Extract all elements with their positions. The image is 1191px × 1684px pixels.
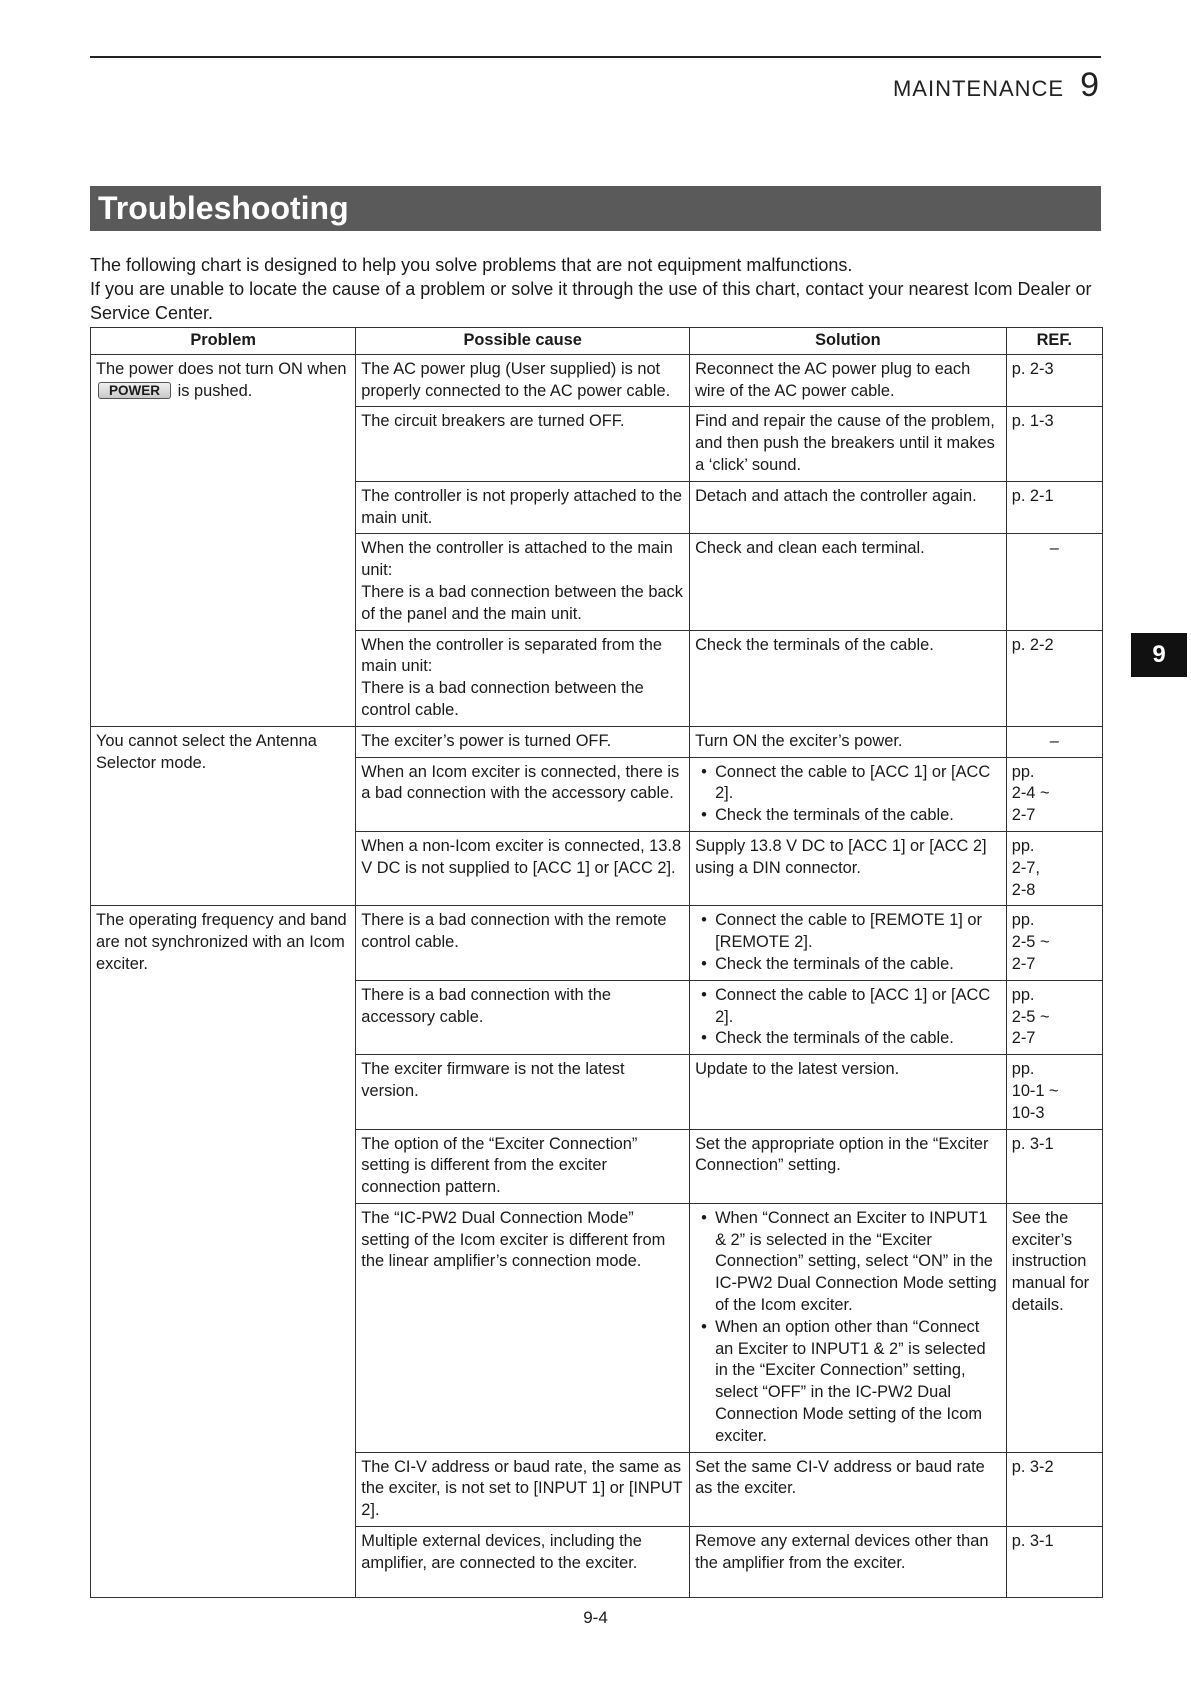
problem-text: The power does not turn ON when [96, 359, 347, 378]
table-row [91, 906, 1103, 980]
cause-cell [356, 630, 690, 726]
problem-text: is pushed. [177, 381, 253, 400]
ref-line: pp. [1011, 762, 1035, 781]
ref-cell: p. 3-1 [1006, 1527, 1102, 1598]
header-problem: Problem [91, 328, 356, 355]
intro-line-2: If you are unable to locate the cause of a problem or solve it through the use of this chart, contact your nearest Icom Dealer or Service Center. [90, 279, 1092, 323]
ref-line: pp. [1011, 985, 1035, 1004]
ref-line: 2-7 [1011, 954, 1036, 973]
solution-cell: Remove any external devices other than the amplifier from the exciter. [690, 1527, 1007, 1598]
header-solution: Solution [690, 328, 1007, 355]
ref-line: 2-4 ~ [1011, 784, 1050, 803]
ref-line: 2-8 [1011, 880, 1036, 899]
solution-cell [690, 980, 1007, 1054]
chapter-side-tab: 9 [1131, 633, 1187, 677]
solution-cell: Set the same CI-V address or baud rate as the exciter. [690, 1452, 1007, 1526]
ref-cell [1006, 1055, 1102, 1129]
solution-item: • Check the terminals of the cable. [715, 1028, 1001, 1050]
cause-cell: The CI-V address or baud rate, the same as the exciter, is not set to [INPUT 1] or [INPUT 2]. [356, 1452, 690, 1526]
table-row [91, 354, 1103, 407]
solution-cell: Update to the latest version. [690, 1055, 1007, 1129]
cause-cell: The AC power plug (User supplied) is not properly connected to the AC power cable. [356, 354, 690, 407]
cause-cell: Multiple external devices, including the amplifier, are connected to the exciter. [356, 1527, 690, 1598]
ref-cell [1006, 757, 1102, 831]
ref-cell [1006, 906, 1102, 980]
cause-line: When the controller is attached to the main unit: [361, 539, 673, 580]
solution-item: • Check the terminals of the cable. [715, 805, 1001, 827]
top-rule [90, 56, 1101, 58]
solution-item: • Connect the cable to [ACC 1] or [ACC 2]. [715, 985, 1001, 1029]
problem-cell: The operating frequency and band are not synchronized with an Icom exciter. [91, 906, 356, 1597]
cause-cell: The controller is not properly attached to the main unit. [356, 481, 690, 534]
cause-cell: The “IC-PW2 Dual Connection Mode” setting of the Icom exciter is different from the linear amplifier’s connection mode. [356, 1203, 690, 1452]
ref-line: 2-7, [1011, 858, 1040, 877]
solution-cell: Check and clean each terminal. [690, 534, 1007, 630]
page-number: 9-4 [583, 1608, 608, 1627]
solution-cell [690, 757, 1007, 831]
ref-cell: p. 2-1 [1006, 481, 1102, 534]
chapter-number: 9 [1080, 66, 1099, 104]
ref-cell [1006, 980, 1102, 1054]
solution-item: • Check the terminals of the cable. [715, 954, 1001, 976]
ref-line: 2-7 [1011, 1029, 1036, 1048]
solution-item: • Connect the cable to [REMOTE 1] or [REMOTE 2]. [715, 910, 1001, 954]
cause-cell: The option of the “Exciter Connection” setting is different from the exciter connection pattern. [356, 1129, 690, 1203]
ref-cell: p. 3-1 [1006, 1129, 1102, 1203]
cause-cell: There is a bad connection with the accessory cable. [356, 980, 690, 1054]
page-header [893, 66, 1099, 105]
ref-cell: p. 2-3 [1006, 354, 1102, 407]
ref-cell: p. 3-2 [1006, 1452, 1102, 1526]
table-row [91, 726, 1103, 757]
solution-cell: Supply 13.8 V DC to [ACC 1] or [ACC 2] using a DIN connector. [690, 831, 1007, 905]
solution-cell [690, 1203, 1007, 1452]
ref-line: 10-3 [1011, 1103, 1045, 1122]
solution-cell: Reconnect the AC power plug to each wire of the AC power cable. [690, 354, 1007, 407]
ref-cell [1006, 831, 1102, 905]
ref-line: pp. [1011, 836, 1035, 855]
header-possible-cause: Possible cause [356, 328, 690, 355]
ref-line: 10-1 ~ [1011, 1081, 1059, 1100]
solution-cell: Turn ON the exciter’s power. [690, 726, 1007, 757]
troubleshooting-table [90, 327, 1103, 1598]
ref-cell: p. 1-3 [1006, 407, 1102, 481]
ref-cell: – [1006, 534, 1102, 630]
solution-cell: Find and repair the cause of the problem, and then push the breakers until it makes a ‘click’ sound. [690, 407, 1007, 481]
page-title: Troubleshooting [98, 190, 349, 226]
cause-line: When the controller is separated from the main unit: [361, 635, 662, 676]
solution-list [695, 910, 1001, 975]
title-bar [90, 186, 1101, 231]
ref-cell: – [1006, 726, 1102, 757]
table-header-row [91, 328, 1103, 355]
ref-line: 2-7 [1011, 806, 1036, 825]
ref-line: pp. [1011, 1060, 1035, 1079]
solution-cell: Check the terminals of the cable. [690, 630, 1007, 726]
ref-cell: See the exciter’s instruction manual for details. [1006, 1203, 1102, 1452]
solution-item: • Connect the cable to [ACC 1] or [ACC 2]. [715, 762, 1001, 806]
problem-cell [91, 354, 356, 726]
ref-line: 2-5 ~ [1011, 1007, 1050, 1026]
intro-text [90, 253, 1101, 325]
solution-item: • When an option other than “Connect an Exciter to INPUT1 & 2” is selected in the “Exciter Connection” setting, select “OFF” in the IC-PW2 Dual Connection Mode setting of the Icom exciter. [715, 1317, 1001, 1448]
header-ref: REF. [1006, 328, 1102, 355]
cause-cell [356, 534, 690, 630]
solution-cell [690, 906, 1007, 980]
problem-cell: You cannot select the Antenna Selector mode. [91, 726, 356, 906]
cause-cell: There is a bad connection with the remote control cable. [356, 906, 690, 980]
cause-cell: The circuit breakers are turned OFF. [356, 407, 690, 481]
ref-line: pp. [1011, 911, 1035, 930]
solution-list [695, 1208, 1001, 1448]
solution-list [695, 762, 1001, 827]
ref-line: 2-5 ~ [1011, 933, 1050, 952]
cause-cell: When a non-Icom exciter is connected, 13.8 V DC is not supplied to [ACC 1] or [ACC 2]. [356, 831, 690, 905]
cause-line: There is a bad connection between the back of the panel and the main unit. [361, 582, 683, 623]
cause-cell: The exciter’s power is turned OFF. [356, 726, 690, 757]
solution-item: • When “Connect an Exciter to INPUT1 & 2” is selected in the “Exciter Connection” setting, select “ON” in the IC-PW2 Dual Connection Mode setting of the Icom exciter. [715, 1208, 1001, 1317]
solution-cell: Set the appropriate option in the “Exciter Connection” setting. [690, 1129, 1007, 1203]
cause-cell: When an Icom exciter is connected, there is a bad connection with the accessory cable. [356, 757, 690, 831]
power-key-icon: POWER [98, 382, 171, 399]
cause-line: There is a bad connection between the control cable. [361, 679, 644, 719]
solution-cell: Detach and attach the controller again. [690, 481, 1007, 534]
intro-line-1: The following chart is designed to help you solve problems that are not equipment malfunctions. [90, 255, 853, 275]
section-title: MAINTENANCE [892, 76, 1065, 101]
solution-list [695, 985, 1001, 1050]
cause-cell: The exciter firmware is not the latest version. [356, 1055, 690, 1129]
ref-cell: p. 2-2 [1006, 630, 1102, 726]
